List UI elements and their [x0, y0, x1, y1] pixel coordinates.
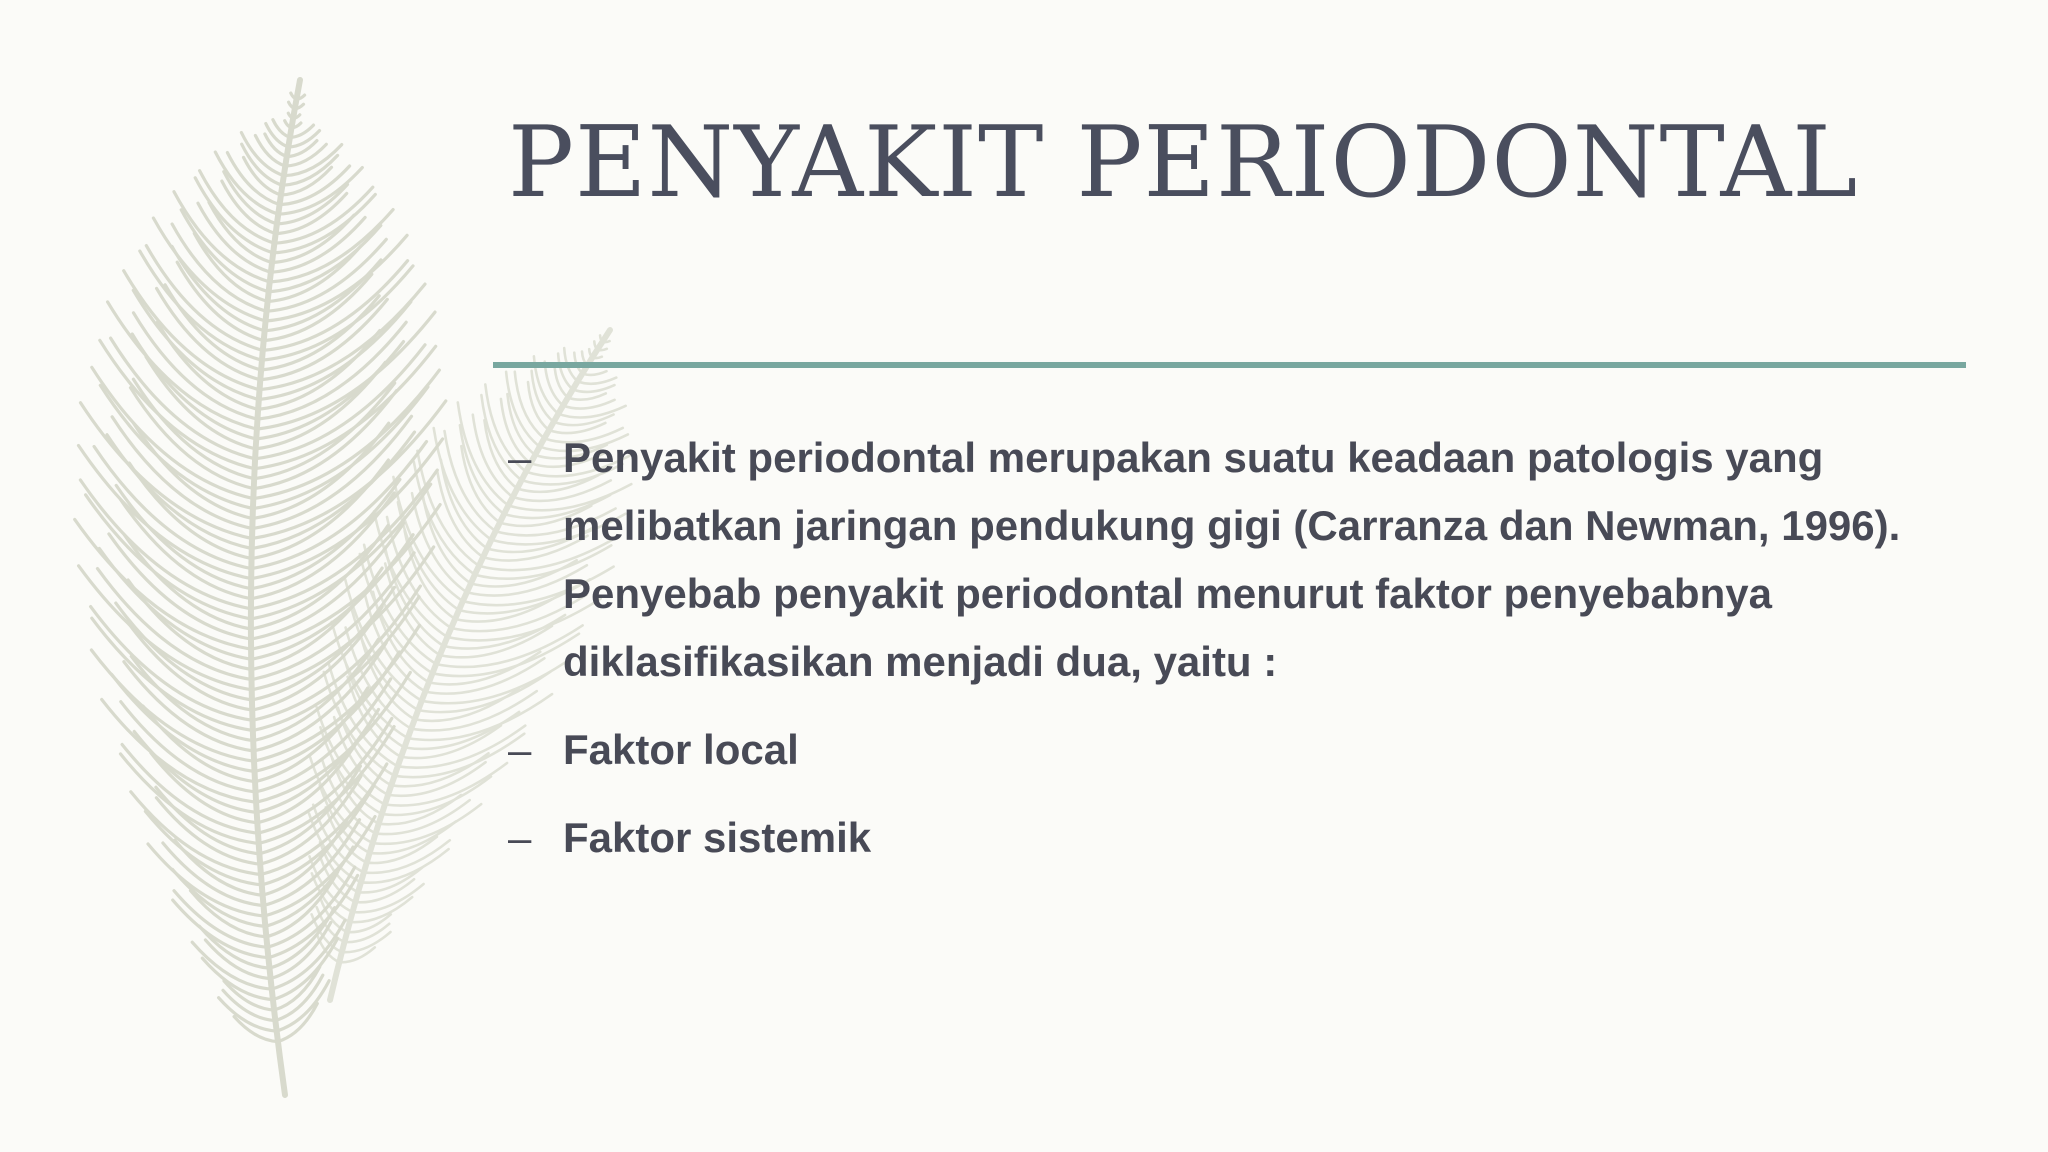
- title-divider: [493, 362, 1966, 368]
- bullet-text: Penyakit periodontal merupakan suatu keadaan patologis yang melibatkan jaringan pendukung gigi (Carranza dan Newman, 1996). Penyebab penyakit periodontal menurut faktor penyebabnya diklasifikasikan menjadi dua, yaitu :: [563, 434, 1901, 685]
- slide-title: PENYAKIT PERIODONTAL: [508, 106, 1859, 220]
- bullet-dash: –: [508, 726, 532, 773]
- bullet-item-definition: [508, 424, 1978, 696]
- bullet-dash: –: [508, 434, 532, 481]
- bullet-text: Faktor local: [563, 726, 799, 773]
- bullet-list: [508, 424, 1978, 892]
- bullet-text: Faktor sistemik: [563, 814, 872, 861]
- bullet-item-faktor-local: [508, 716, 1978, 784]
- bullet-item-faktor-sistemik: [508, 804, 1978, 872]
- bullet-dash: –: [508, 814, 532, 861]
